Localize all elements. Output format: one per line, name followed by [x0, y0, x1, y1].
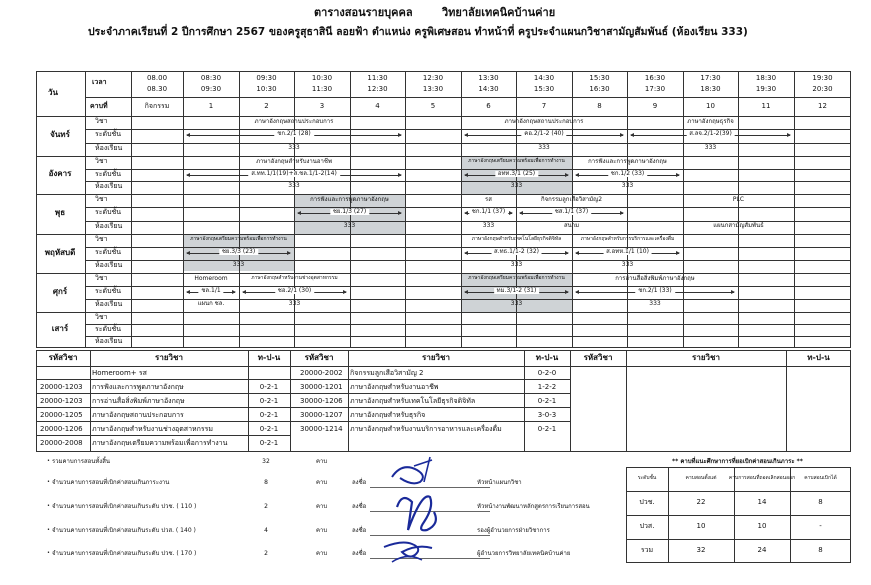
grid-line [36, 234, 851, 235]
subject-name: ภาษาอังกฤษสถานประกอบการ [504, 118, 584, 125]
period-number: 1 [208, 102, 214, 110]
footer-dot: • [47, 458, 50, 464]
college-name: วิทยาลัยเทคนิคบ้านค่าย [442, 6, 556, 19]
subject-tpn: 0-2-1 [259, 411, 279, 419]
grid-line [85, 260, 851, 261]
grid-line [36, 116, 851, 117]
footer-label: รวมคาบการสอนทั้งสิ้น [52, 458, 110, 465]
grid-line [626, 491, 851, 492]
day-label: จันทร์ [50, 130, 70, 139]
time-end: 19:30 [755, 85, 777, 93]
time-end: 18:30 [700, 85, 721, 93]
time-end: 09:30 [200, 85, 222, 93]
time-end: 13:30 [422, 85, 444, 93]
sign-label: ลงชื่อ [352, 527, 367, 534]
time-end: 20:30 [812, 85, 833, 93]
period-number: 9 [652, 102, 658, 110]
signer-role: หัวหน้าแผนกวิชา [477, 479, 522, 486]
grid-line [461, 71, 462, 348]
grid-line [85, 143, 851, 144]
time-start: 15:30 [589, 74, 610, 82]
summary-cell: ปวส. [639, 522, 655, 530]
row-label: ระดับชั้น [95, 248, 122, 256]
summary-cell: 24 [757, 546, 767, 554]
row-label: วิชา [95, 117, 108, 125]
class-group: ชก.2/1 (33) [635, 288, 675, 294]
classroom: แผนก ชล. [197, 300, 225, 307]
signature-marks [372, 452, 462, 582]
subject-name: Homeroom [194, 275, 228, 282]
footer-unit: คาบ [316, 503, 328, 510]
time-start: 18:30 [755, 74, 777, 82]
class-group: คอ.2/1-2 (40) [521, 131, 566, 137]
time-end: 14:30 [478, 85, 499, 93]
subject-name: ภาษาอังกฤษสำหรับงานอาชีพ [256, 158, 332, 165]
grid-line [85, 97, 851, 98]
subject-name: การฟังและการพูดภาษาอังกฤษ [588, 158, 667, 165]
subject-code: 20000-1203 [40, 383, 83, 391]
day-label: ศุกร์ [52, 286, 68, 296]
classroom: แผนกสามัญสัมพันธ์ [713, 221, 764, 229]
subject-name: PLC [732, 196, 745, 203]
subject-name: ภาษาอังกฤษสถานประกอบการ [254, 118, 334, 125]
subject-name: ภาษาอังกฤษสำหรับงานช่างอุตสาหกรรม [92, 425, 213, 433]
footer-dot: • [47, 527, 50, 533]
classroom: 333 [621, 261, 634, 268]
row-label: วิชา [95, 157, 108, 165]
grid-line [85, 324, 851, 325]
grid-line [131, 71, 132, 348]
subject-code: 30000-1214 [300, 425, 343, 433]
subject-code: 20000-2002 [300, 369, 343, 377]
subject-table-header: ท-ป-น [257, 353, 281, 362]
footer-dot: • [47, 503, 50, 509]
subject-name: การอ่านสื่อสิ่งพิมพ์ภาษาอังกฤษ [92, 397, 185, 405]
grid-line [738, 71, 739, 348]
subject-code: 20000-1205 [40, 411, 83, 419]
subject-table-header: รายวิชา [155, 353, 183, 362]
subject-name: ภาษาอังกฤษสำหรับเทคโนโลยีธุรกิจดิจิทัล [350, 397, 476, 405]
summary-cell: - [819, 522, 822, 530]
classroom: 333 [232, 261, 245, 268]
row-label: วิชา [95, 313, 108, 321]
subject-code: 30000-1201 [300, 383, 343, 391]
period-number: 11 [761, 102, 771, 110]
class-group: ส.ทท.1/1(19)+ส.ชล.1/1-2(14) [248, 171, 340, 177]
row-label: ห้องเรียน [95, 143, 123, 152]
grid-line [36, 194, 851, 195]
time-start: 14:30 [533, 74, 555, 82]
classroom: 333 [649, 300, 661, 307]
row-label: ห้องเรียน [95, 337, 123, 345]
signer-role: รองผู้อำนวยการฝ่ายวิชาการ [477, 527, 550, 534]
time-start: 17:30 [700, 74, 721, 82]
classroom: 333 [704, 143, 717, 151]
class-group: ชส.1/1 (37) [552, 209, 592, 215]
row-label: ห้องเรียน [95, 182, 123, 191]
grid-line [85, 207, 851, 208]
day-label: พุธ [54, 208, 66, 217]
subject-name: ภาษาอังกฤษสำหรับงานอาชีพ [350, 383, 439, 391]
period-number: กิจกรรม [144, 102, 170, 110]
grid-line [683, 71, 684, 348]
grid-line [794, 71, 795, 348]
classroom: สนาม [563, 221, 580, 229]
classroom: 333 [510, 261, 523, 268]
subject-tpn: 0-2-0 [537, 369, 557, 377]
subject-name: ภาษาอังกฤษเตรียมความพร้อมเพื่อการทำงาน [190, 236, 287, 242]
class-group: ชก.2/1 (28) [274, 131, 314, 137]
grid-line [85, 181, 851, 182]
page-subtitle: ประจำภาคเรียนที่ 2 ปีการศึกษา 2567 ของครูสุธาสินี ลอยฟ้า ตำแหน่ง ครูพิเศษสอน ทำหน้าที่ ครูประจำแผนกวิชาสามัญสัมพันธ์ (ห้องเรียน 333) [88, 26, 748, 38]
signer-role: หัวหน้างานพัฒนาหลักสูตรการเรียนการสอน [477, 503, 590, 510]
class-group: ส.ลจ.2/1-2(39) [686, 131, 735, 137]
subject-code: 20000-1203 [40, 397, 83, 405]
time-end: 16:30 [589, 85, 610, 93]
classroom: 333 [343, 221, 356, 229]
summary-cell: 10 [757, 522, 767, 530]
row-label: ระดับชั้น [95, 287, 122, 295]
footer-unit: คาบ [316, 458, 328, 465]
page-title: ตารางสอนรายบุคคล [314, 6, 413, 19]
subject-name: การฟังและการพูดภาษาอังกฤษ [310, 196, 389, 203]
time-start: 13:30 [478, 74, 499, 82]
grid-line [85, 286, 851, 287]
summary-cell: 32 [696, 546, 706, 554]
class-group: ส.ทธ.1/1-2 (32) [491, 249, 542, 255]
subject-code: 20000-2008 [40, 439, 83, 447]
time-start: 11:30 [367, 74, 388, 82]
time-end: 08.30 [146, 85, 168, 93]
grid-line [85, 336, 851, 337]
grid-line [626, 515, 851, 516]
class-group: ชอ.2/1 (30) [275, 288, 314, 294]
subject-table-header: รายวิชา [692, 353, 720, 362]
sign-label: ลงชื่อ [352, 479, 367, 486]
sign-label: ลงชื่อ [352, 550, 367, 557]
class-group: อทท.3/1 (25) [495, 171, 538, 177]
time-start: 19:30 [812, 74, 833, 82]
grid-line [85, 71, 86, 348]
subject-name: รส [485, 196, 492, 203]
grid-line [85, 129, 851, 130]
grid-line [626, 539, 851, 540]
row-label: ห้องเรียน [95, 261, 123, 269]
subject-name: ภาษาอังกฤษสำหรับงานบริการอาหารและเครื่องดื่ม [350, 425, 502, 433]
time-end: 10:30 [256, 85, 277, 93]
period-number: 12 [818, 102, 827, 110]
classroom: 333 [538, 143, 550, 151]
class-group: ชก.1/2 (33) [608, 171, 648, 177]
subject-name: Homeroom+ รส [92, 369, 147, 377]
summary-header: คาบการสอนที่ถอดเลิกสอนออก [728, 475, 796, 481]
summary-cell: ปวช. [639, 498, 655, 506]
subject-tpn: 0-2-1 [259, 383, 279, 391]
row-label: ระดับชั้น [95, 325, 122, 333]
period-number: 8 [597, 102, 602, 110]
subject-name: ภาษาอังกฤษเตรียมความพร้อมเพื่อการทำงาน [468, 275, 565, 281]
classroom: 333 [288, 143, 300, 151]
subject-name: กิจกรรมลูกเสือวิสามัญ 2 [350, 369, 424, 377]
period-header: คาบที่ [90, 102, 108, 110]
summary-cell: 14 [757, 498, 767, 506]
summary-header: ระดับชั้น [637, 475, 657, 481]
classroom: 333 [288, 300, 301, 307]
summary-header: คาบสอนตั้งแต่ [685, 475, 717, 481]
class-group: ชย.3/3 (23) [219, 249, 258, 255]
footer-dot: • [47, 550, 50, 556]
grid-line [627, 71, 628, 348]
row-label: ระดับชั้น [95, 169, 122, 178]
footer-unit: คาบ [316, 550, 328, 557]
time-start: 12:30 [422, 74, 444, 82]
period-number: 5 [430, 102, 436, 110]
grid-line [36, 312, 851, 313]
summary-cell: รวม [640, 546, 654, 554]
grid-line [183, 71, 184, 348]
summary-cell: 8 [818, 498, 823, 506]
period-number: 3 [319, 102, 325, 110]
row-label: วิชา [95, 235, 108, 243]
grid-line [239, 71, 240, 348]
time-end: 12:30 [367, 85, 388, 93]
class-group: ชก.1/1 (37) [469, 209, 509, 215]
time-end: 11:30 [311, 85, 333, 93]
subject-tpn: 1-2-2 [537, 383, 557, 391]
subject-table-header: ท-ป-น [807, 353, 830, 362]
period-number: 10 [706, 102, 715, 110]
subject-name: ภาษาอังกฤษสำหรับการบริการและเครื่องดื่ม [580, 236, 675, 242]
grid-line [405, 71, 406, 348]
footer-value: 2 [264, 550, 268, 557]
footer-label: จำนวนคาบการสอนที่เบิกค่าสอนเกินระดับ ปวส. ( 140 ) [52, 527, 196, 534]
grid-line [36, 156, 851, 157]
time-start: 09:30 [256, 74, 277, 82]
classroom: 333 [288, 182, 300, 190]
class-group: ส.อทห.1/1 (10) [603, 249, 652, 255]
row-label: ห้องเรียน [95, 221, 123, 230]
subject-tpn: 3-0-3 [537, 411, 557, 419]
subject-table [36, 350, 851, 452]
time-start: 08.00 [146, 74, 168, 82]
footer-value: 4 [264, 527, 268, 534]
subject-tpn: 0-2-1 [537, 397, 557, 405]
time-header: เวลา [92, 78, 107, 86]
subject-table-header: รหัสวิชา [304, 353, 334, 362]
classroom: 333 [621, 182, 634, 190]
subject-name: ภาษาอังกฤษสำหรับธุรกิจ [350, 411, 426, 419]
period-number: 6 [486, 102, 491, 110]
day-label: พฤหัสบดี [44, 247, 76, 257]
period-number: 2 [264, 102, 269, 110]
footer-dot: • [47, 479, 50, 485]
footer-label: จำนวนคาบการสอนที่เบิกค่าสอนเกินระดับ ปวช. ( 170 ) [52, 550, 197, 557]
class-group: ชย.1/3 (27) [330, 209, 369, 215]
row-label: วิชา [95, 274, 108, 282]
footer-label: จำนวนคาบการสอนที่เบิกค่าสอนเกินภาระงาน [52, 479, 170, 486]
footer-value: 8 [264, 479, 268, 486]
row-label: ห้องเรียน [95, 300, 123, 308]
sign-label: ลงชื่อ [352, 503, 367, 510]
grid-line [36, 273, 851, 274]
footer-unit: คาบ [316, 479, 328, 486]
classroom: 333 [510, 182, 523, 190]
subject-name: การอ่านสื่อสิ่งพิมพ์ภาษาอังกฤษ [615, 275, 695, 282]
subject-name: ภาษาอังกฤษสำหรับเทคโนโลยีธุรกิจดิจิทัล [471, 236, 562, 242]
subject-code: 20000-1206 [40, 425, 83, 433]
row-label: ระดับชั้น [95, 130, 122, 139]
subject-name: ภาษาอังกฤษสำหรับงานช่างอุตสาหกรรม [251, 275, 338, 281]
time-start: 08:30 [200, 74, 222, 82]
classroom: 333 [510, 300, 523, 307]
subject-name: ภาษาอังกฤษเตรียมความพร้อมเพื่อการทำงาน [468, 158, 565, 164]
time-end: 17:30 [644, 85, 666, 93]
subject-tpn: 0-2-1 [259, 397, 279, 405]
subject-name: ภาษาอังกฤษสถานประกอบการ [92, 411, 184, 419]
classroom: 333 [482, 221, 495, 229]
time-start: 10:30 [311, 74, 333, 82]
summary-header: คาบสอนเบิกได้ [804, 475, 837, 481]
subject-tpn: 0-2-1 [259, 425, 279, 433]
subject-tpn: 0-2-1 [259, 439, 279, 447]
subject-name: การฟังและการพูดภาษาอังกฤษ [92, 383, 184, 391]
summary-cell: 22 [696, 498, 706, 506]
summary-cell: 10 [696, 522, 706, 530]
time-start: 16:30 [644, 74, 666, 82]
grid-line [85, 247, 851, 248]
row-label: วิชา [95, 195, 108, 203]
footer-label: จำนวนคาบการสอนที่เบิกค่าสอนเกินระดับ ปวช. ( 110 ) [52, 503, 197, 510]
footer-unit: คาบ [316, 527, 328, 534]
subject-code: 30000-1207 [300, 411, 343, 419]
summary-cell: 8 [818, 546, 823, 554]
subject-table-header: รหัสวิชา [48, 353, 78, 362]
time-end: 15:30 [533, 85, 555, 93]
subject-code: 30000-1206 [300, 397, 343, 405]
subject-tpn: 0-2-1 [537, 425, 557, 433]
subject-name: กิจกรรมลูกเสือวิสามัญ2 [540, 196, 603, 203]
summary-title: ** คาบที่แนะศึกษาการที่ยอเบิกค่าสอนเกินภาระ ** [672, 458, 803, 465]
day-label: อังคาร [48, 169, 72, 178]
footer-value: 32 [262, 458, 270, 465]
subject-table-header: รหัสวิชา [583, 353, 613, 362]
subject-name: ภาษาอังกฤษธุรกิจ [687, 118, 734, 125]
footer-value: 2 [264, 503, 268, 510]
day-header: วัน [48, 88, 58, 97]
day-label: เสาร์ [51, 324, 69, 333]
subject-name: ภาษาอังกฤษเตรียมความพร้อมเพื่อการทำงาน [92, 439, 228, 447]
period-number: 4 [375, 102, 380, 110]
class-group: ชล.1/1 [198, 288, 223, 294]
grid-line [85, 169, 851, 170]
subject-table-header: รายวิชา [422, 353, 450, 362]
signer-role: ผู้อำนวยการวิทยาลัยเทคนิคบ้านค่าย [477, 550, 571, 557]
period-number: 7 [541, 102, 547, 110]
class-group: ทม.3/1-2 (31) [494, 288, 540, 294]
row-label: ระดับชั้น [95, 208, 122, 217]
subject-table-header: ท-ป-น [535, 353, 559, 362]
